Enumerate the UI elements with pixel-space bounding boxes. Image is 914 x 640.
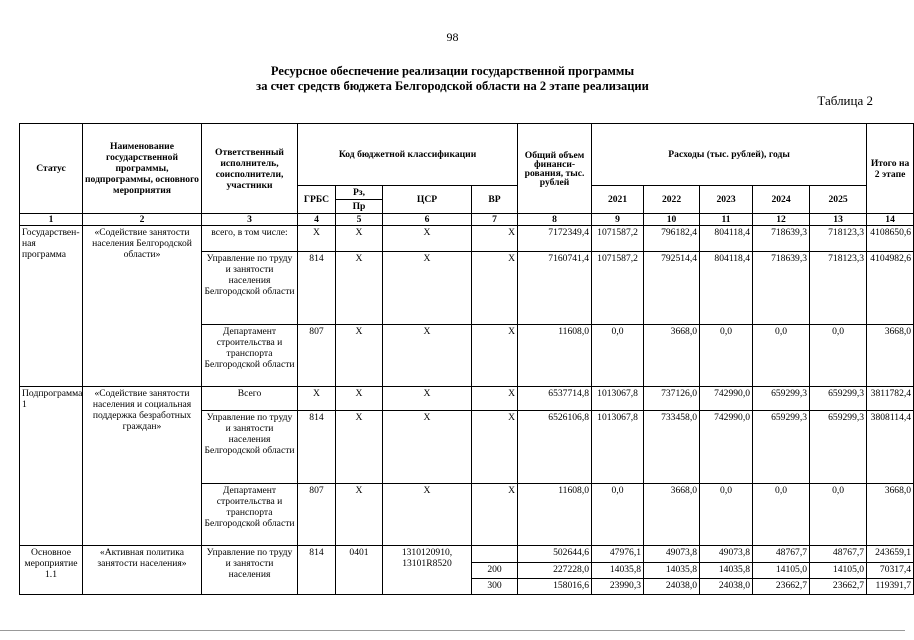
value-2022: 792514,4 — [644, 252, 700, 325]
csr-cell: Х — [383, 226, 472, 252]
executor-cell: Управление по труду и занятости населения Белгородской области — [202, 411, 298, 484]
value-2022: 14035,8 — [644, 563, 700, 579]
rzpr-cell: 0401 — [336, 546, 383, 595]
header-status: Статус — [20, 124, 83, 214]
header-2024: 2024 — [753, 186, 810, 214]
csr-cell: Х — [383, 252, 472, 325]
total-cell: 6526106,8 — [518, 411, 592, 484]
value-2021: 14035,8 — [592, 563, 644, 579]
rzpr-cell: Х — [336, 387, 383, 411]
grbs-cell: 807 — [298, 484, 336, 546]
grbs-cell: Х — [298, 387, 336, 411]
name-cell: «Содействие занятости населения Белгородской области» — [83, 226, 202, 387]
value-2023: 24038,0 — [700, 579, 753, 595]
status-cell: Государствен-ная программа — [20, 226, 83, 387]
col-number: 7 — [472, 214, 518, 226]
value-2021: 1013067,8 — [592, 387, 644, 411]
header-name: Наименование государственной программы, подпрограммы, основного мероприятия — [83, 124, 202, 214]
executor-cell: Всего — [202, 387, 298, 411]
rzpr-cell: Х — [336, 252, 383, 325]
stage-total-cell: 3668,0 — [867, 325, 914, 387]
header-rz: Рз, — [336, 186, 383, 200]
value-2022: 796182,4 — [644, 226, 700, 252]
title-line-2: за счет средств бюджета Белгородской области на 2 этапе реализации — [256, 79, 649, 93]
col-number: 14 — [867, 214, 914, 226]
rzpr-cell: Х — [336, 226, 383, 252]
vr-cell: Х — [472, 411, 518, 484]
value-2021: 0,0 — [592, 325, 644, 387]
table-row — [20, 226, 914, 252]
value-2021: 0,0 — [592, 484, 644, 546]
rzpr-cell: Х — [336, 411, 383, 484]
value-2024: 23662,7 — [753, 579, 810, 595]
stage-total-cell: 4108650,6 — [867, 226, 914, 252]
csr-cell: Х — [383, 484, 472, 546]
document-title — [0, 64, 905, 94]
value-2023: 742990,0 — [700, 411, 753, 484]
value-2024: 14105,0 — [753, 563, 810, 579]
total-cell: 11608,0 — [518, 325, 592, 387]
value-2022: 3668,0 — [644, 484, 700, 546]
name-cell: «Содействие занятости населения и социальная поддержка безработных граждан» — [83, 387, 202, 546]
table-label: Таблица 2 — [817, 93, 873, 108]
stage-total-cell: 70317,4 — [867, 563, 914, 579]
value-2021: 1071587,2 — [592, 226, 644, 252]
value-2022: 24038,0 — [644, 579, 700, 595]
value-2022: 737126,0 — [644, 387, 700, 411]
value-2025: 0,0 — [810, 325, 867, 387]
col-number: 2 — [83, 214, 202, 226]
header-budget-code: Код бюджетной классификации — [298, 124, 518, 186]
vr-cell: Х — [472, 484, 518, 546]
csr-cell: Х — [383, 387, 472, 411]
executor-cell: Департамент строительства и транспорта Белгородской области — [202, 484, 298, 546]
csr-cell: Х — [383, 411, 472, 484]
value-2025: 659299,3 — [810, 387, 867, 411]
col-number: 11 — [700, 214, 753, 226]
value-2021: 23990,3 — [592, 579, 644, 595]
csr-cell: 1310120910, 13101R8520 — [383, 546, 472, 595]
grbs-cell: 814 — [298, 411, 336, 484]
col-number: 9 — [592, 214, 644, 226]
value-2023: 742990,0 — [700, 387, 753, 411]
col-number: 10 — [644, 214, 700, 226]
value-2021: 47976,1 — [592, 546, 644, 563]
executor-cell: Управление по труду и занятости населения — [202, 546, 298, 595]
col-number: 4 — [298, 214, 336, 226]
value-2025: 23662,7 — [810, 579, 867, 595]
grbs-cell: Х — [298, 226, 336, 252]
vr-cell: Х — [472, 252, 518, 325]
value-2023: 14035,8 — [700, 563, 753, 579]
header-2022: 2022 — [644, 186, 700, 214]
rzpr-cell: Х — [336, 325, 383, 387]
header-executor: Ответственный исполнитель, соисполнители, участники — [202, 124, 298, 214]
executor-cell: Управление по труду и занятости населения Белгородской области — [202, 252, 298, 325]
value-2025: 48767,7 — [810, 546, 867, 563]
total-cell: 7172349,4 — [518, 226, 592, 252]
col-number: 13 — [810, 214, 867, 226]
vr-cell: Х — [472, 226, 518, 252]
header-row-1 — [20, 124, 914, 186]
col-number: 8 — [518, 214, 592, 226]
table-row — [20, 387, 914, 411]
header-2025: 2025 — [810, 186, 867, 214]
value-2022: 733458,0 — [644, 411, 700, 484]
header-expenses: Расходы (тыс. рублей), годы — [592, 124, 867, 186]
value-2025: 718123,3 — [810, 252, 867, 325]
stage-total-cell: 3668,0 — [867, 484, 914, 546]
grbs-cell: 814 — [298, 252, 336, 325]
total-cell: 158016,6 — [518, 579, 592, 595]
value-2023: 49073,8 — [700, 546, 753, 563]
stage-total-cell: 3808114,4 — [867, 411, 914, 484]
value-2024: 659299,3 — [753, 387, 810, 411]
stage-total-cell: 243659,1 — [867, 546, 914, 563]
vr-cell: Х — [472, 325, 518, 387]
table-row — [20, 546, 914, 563]
grbs-cell: 807 — [298, 325, 336, 387]
stage-total-cell: 119391,7 — [867, 579, 914, 595]
resource-table — [19, 123, 914, 595]
header-2021: 2021 — [592, 186, 644, 214]
total-cell: 502644,6 — [518, 546, 592, 563]
col-number: 3 — [202, 214, 298, 226]
page-edge-line — [0, 630, 905, 631]
header-2023: 2023 — [700, 186, 753, 214]
status-cell: Основное мероприятие 1.1 — [20, 546, 83, 595]
header-total-stage: Итого на 2 этапе — [867, 124, 914, 214]
vr-cell: 300 — [472, 579, 518, 595]
value-2023: 804118,4 — [700, 226, 753, 252]
executor-cell: всего, в том числе: — [202, 226, 298, 252]
header-vr: ВР — [472, 186, 518, 214]
header-pr: Пр — [336, 200, 383, 214]
value-2023: 0,0 — [700, 325, 753, 387]
value-2024: 48767,7 — [753, 546, 810, 563]
value-2025: 14105,0 — [810, 563, 867, 579]
value-2024: 0,0 — [753, 484, 810, 546]
total-cell: 11608,0 — [518, 484, 592, 546]
header-total-fin: Общий объем финанси-рования, тыс. рублей — [518, 124, 592, 214]
col-number: 6 — [383, 214, 472, 226]
vr-cell: Х — [472, 387, 518, 411]
total-cell: 6537714,8 — [518, 387, 592, 411]
value-2021: 1071587,2 — [592, 252, 644, 325]
status-cell: Подпрограмма 1 — [20, 387, 83, 546]
col-number: 1 — [20, 214, 83, 226]
header-csr: ЦСР — [383, 186, 472, 214]
stage-total-cell: 4104982,6 — [867, 252, 914, 325]
value-2025: 659299,3 — [810, 411, 867, 484]
value-2022: 49073,8 — [644, 546, 700, 563]
value-2023: 0,0 — [700, 484, 753, 546]
value-2024: 718639,3 — [753, 226, 810, 252]
total-cell: 227228,0 — [518, 563, 592, 579]
page-number: 98 — [446, 30, 459, 44]
vr-cell — [472, 546, 518, 563]
col-number: 5 — [336, 214, 383, 226]
header-grbs: ГРБС — [298, 186, 336, 214]
value-2024: 0,0 — [753, 325, 810, 387]
csr-cell: Х — [383, 325, 472, 387]
column-number-row — [20, 214, 914, 226]
executor-cell: Департамент строительства и транспорта Белгородской области — [202, 325, 298, 387]
value-2023: 804118,4 — [700, 252, 753, 325]
value-2022: 3668,0 — [644, 325, 700, 387]
total-cell: 7160741,4 — [518, 252, 592, 325]
vr-cell: 200 — [472, 563, 518, 579]
name-cell: «Активная политика занятости населения» — [83, 546, 202, 595]
grbs-cell: 814 — [298, 546, 336, 595]
value-2024: 718639,3 — [753, 252, 810, 325]
value-2021: 1013067,8 — [592, 411, 644, 484]
value-2025: 0,0 — [810, 484, 867, 546]
title-line-1: Ресурсное обеспечение реализации государственной программы — [270, 64, 635, 78]
value-2025: 718123,3 — [810, 226, 867, 252]
rzpr-cell: Х — [336, 484, 383, 546]
col-number: 12 — [753, 214, 810, 226]
stage-total-cell: 3811782,4 — [867, 387, 914, 411]
value-2024: 659299,3 — [753, 411, 810, 484]
